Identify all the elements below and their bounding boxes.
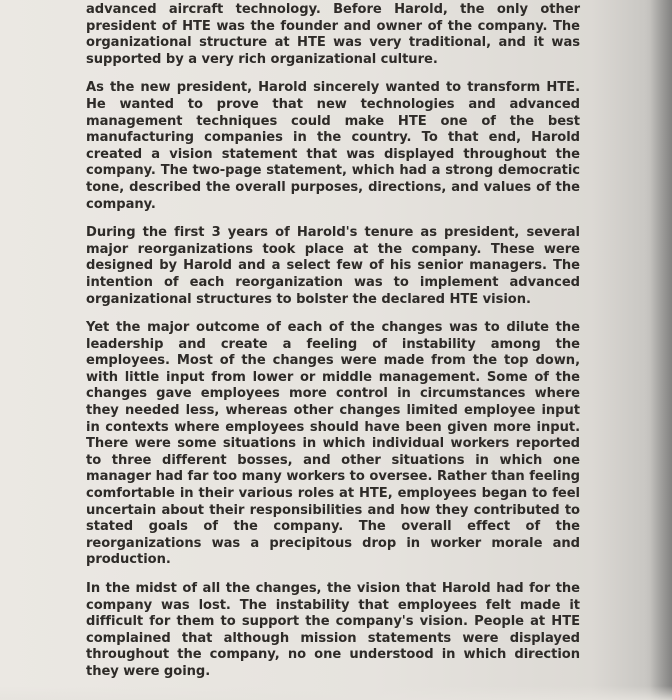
page-edge-shadow [650, 0, 672, 700]
page-bottom-fade [0, 686, 672, 700]
paragraph-2: As the new president, Harold sincerely wanted to transform HTE. He wanted to prove that new technologies and advanced management techniques could make HTE one of the best manufacturing companies in the country. To that end, Harold created a vision statement that was displayed throughout the company. The two-page statement, which had a strong democratic tone, described the overall purposes, directions, and values of the company. [86, 80, 580, 212]
paragraph-3: During the first 3 years of Harold's tenure as president, several major reorganizations took place at the company. These were designed by Harold and a select few of his senior managers. The intention of each reorganization was to implement advanced organizational structures to bolster the declared HTE vision. [86, 225, 580, 307]
paragraph-5: In the midst of all the changes, the vision that Harold had for the company was lost. The instability that employees felt made it difficult for them to support the company's vision. People at HTE complained that although mission statements were displayed throughout the company, no one understood in which direction they were going. [86, 581, 580, 679]
paragraph-1: advanced aircraft technology. Before Harold, the only other president of HTE was the founder and owner of the company. The organizational structure at HTE was very traditional, and it was supported by a very rich organizational culture. [86, 2, 580, 67]
paragraph-4: Yet the major outcome of each of the changes was to dilute the leadership and create a feeling of instability among the employees. Most of the changes were made from the top down, with little input from lower or middle management. Some of the changes gave employees more control in circumstances where they needed less, whereas other changes limited employee input in contexts where employees should have been given more input. There were some situations in which individual workers reported to three different bosses, and other situations in which one manager had far too many workers to oversee. Rather than feeling comfortable in their various roles at HTE, employees began to feel uncertain about their responsibilities and how they contributed to stated goals of the company. The overall effect of the reorganizations was a precipitous drop in worker morale and production. [86, 320, 580, 568]
text-column [86, 2, 580, 693]
